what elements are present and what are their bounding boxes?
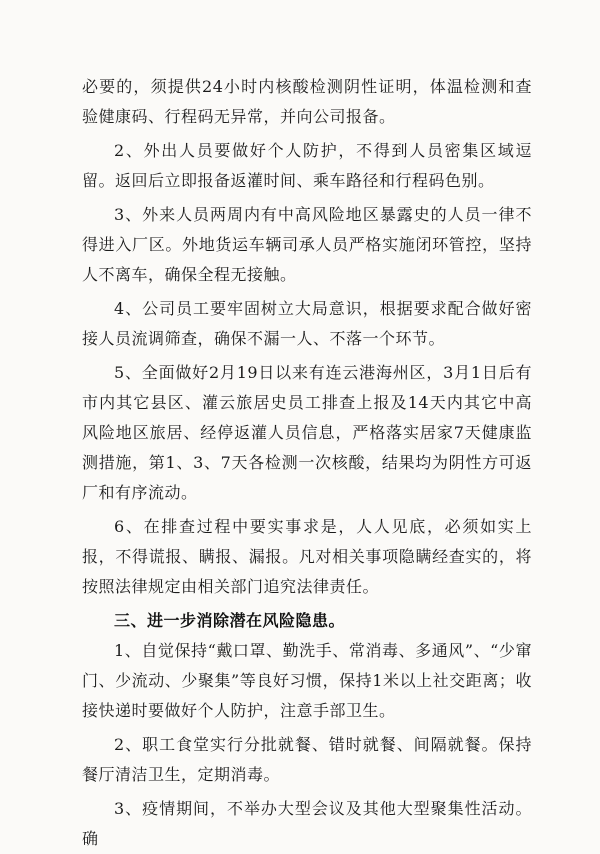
section-paragraph-1: 1、自觉保持“戴口罩、勤洗手、常消毒、多通风”、“少窜门、少流动、少聚集”等良好习惯，保持1米以上社交距离；收接快递时要做好个人防护，注意手部卫生。 [82, 641, 532, 720]
document-body [82, 72, 532, 854]
paragraph-6: 6、在排查过程中要实事求是，人人见底，必须如实上报，不得谎报、瞒报、漏报。凡对相关事项隐瞒经查实的，将按照法律规定由相关部门追究法律责任。 [82, 517, 532, 596]
section-paragraph-2: 2、职工食堂实行分批就餐、错时就餐、间隔就餐。保持餐厅清洁卫生，定期消毒。 [82, 735, 532, 784]
paragraph-3: 3、外来人员两周内有中高风险地区暴露史的人员一律不得进入厂区。外地货运车辆司承人员严格实施闭环管控，坚持人不离车，确保全程无接触。 [82, 205, 532, 284]
paragraph-1: 必要的，须提供24小时内核酸检测阴性证明，体温检测和查验健康码、行程码无异常，并向公司报备。 [82, 77, 532, 126]
section-heading: 三、进一步消除潜在风险隐患。 [114, 611, 346, 630]
paragraph-4: 4、公司员工要牢固树立大局意识，根据要求配合做好密接人员流调筛查，确保不漏一人、不落一个环节。 [82, 299, 532, 348]
paragraph-5: 5、全面做好2月19日以来有连云港海州区，3月1日后有市内其它县区、灌云旅居史员工排查上报及14天内其它中高风险地区旅居、经停返灌人员信息，严格落实居家7天健康监测措施，第1、3、7天各检测一次核酸，结果均为阴性方可返厂和有序流动。 [82, 363, 532, 502]
paragraph-2: 2、外出人员要做好个人防护，不得到人员密集区域逗留。返回后立即报备返灌时间、乘车路径和行程码色别。 [82, 141, 532, 190]
section-paragraph-3: 3、疫情期间，不举办大型会议及其他大型聚集性活动。确 [82, 799, 532, 848]
